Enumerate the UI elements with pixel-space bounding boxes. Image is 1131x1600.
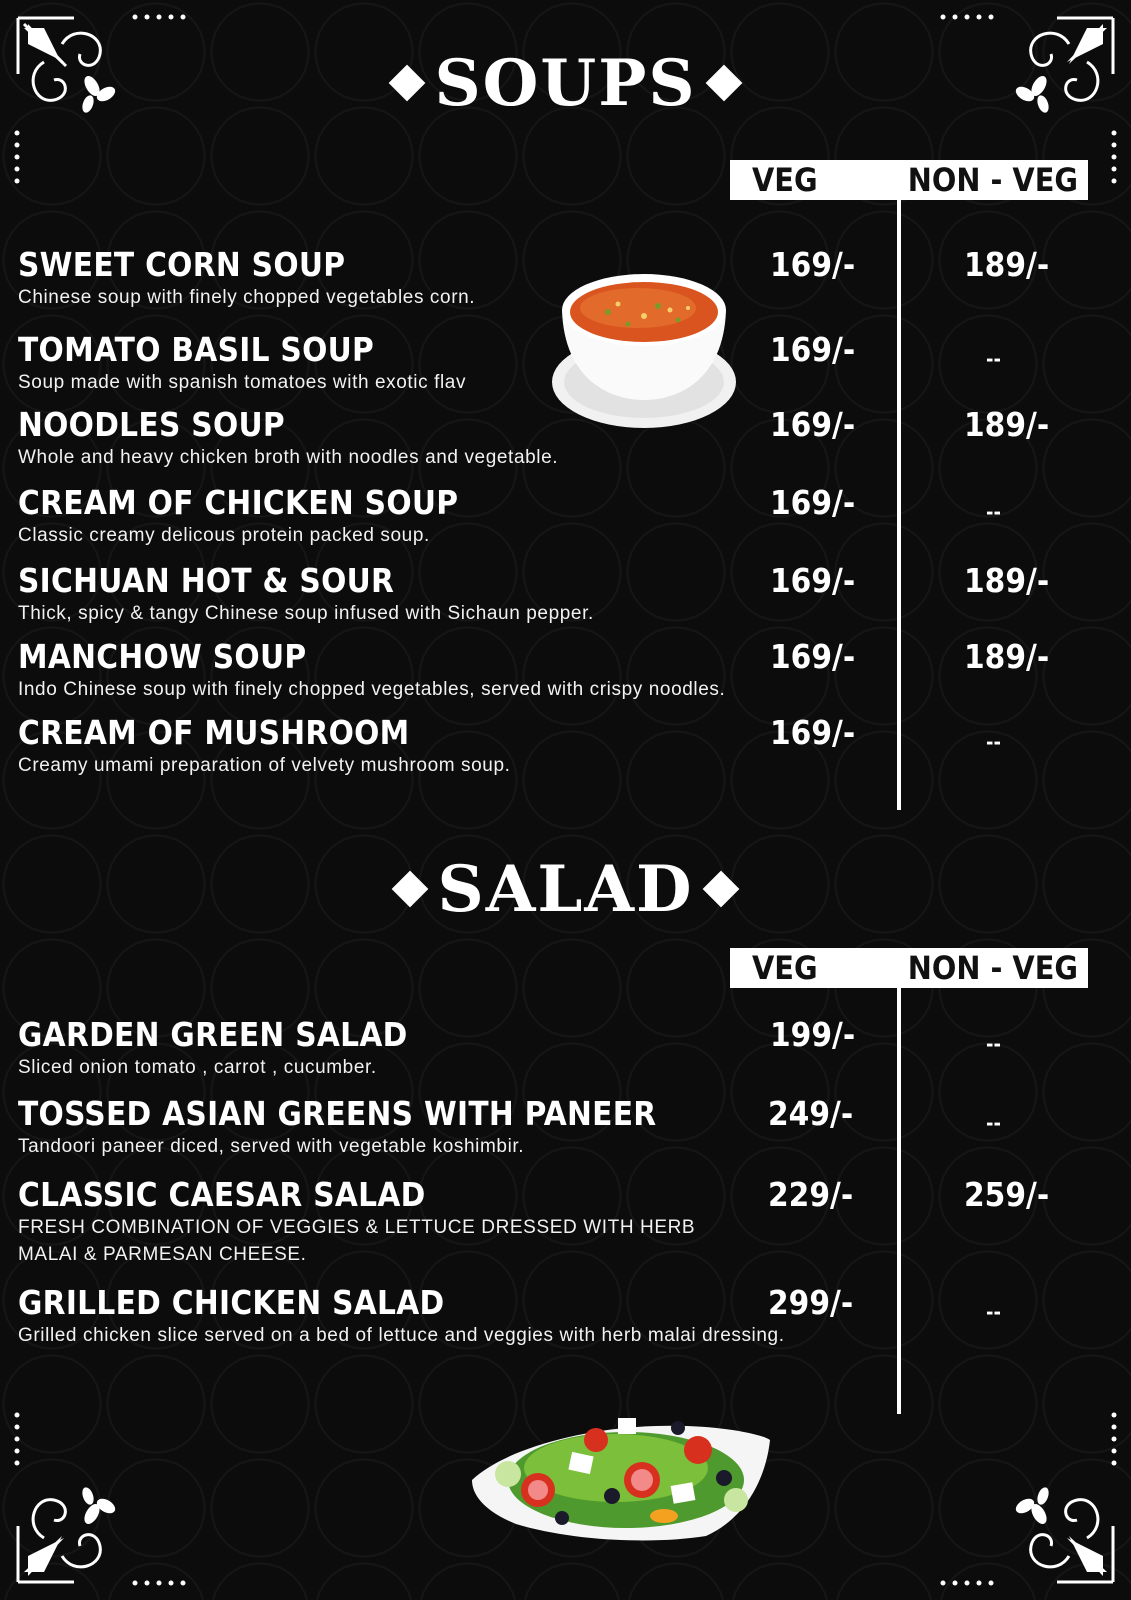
salad-heading	[0, 852, 1131, 927]
item-name: SWEET CORN SOUP	[18, 245, 346, 284]
item-description: Whole and heavy chicken broth with noodles and vegetable.	[18, 447, 559, 468]
item-description: Soup made with spanish tomatoes with exotic flav	[18, 372, 467, 393]
veg-price: 169/-	[770, 637, 856, 676]
column-divider	[897, 988, 901, 1414]
item-description: Classic creamy delicous protein packed soup.	[18, 525, 430, 546]
item-name: TOMATO BASIL SOUP	[18, 330, 375, 369]
item-name: CREAM OF MUSHROOM	[18, 713, 410, 752]
border-dots	[14, 130, 20, 190]
veg-price: 249/-	[768, 1094, 854, 1133]
nonveg-price: --	[986, 1111, 1001, 1135]
veg-price: 169/-	[770, 245, 856, 284]
item-description: Thick, spicy & tangy Chinese soup infused with Sichaun pepper.	[18, 603, 594, 624]
border-dots	[1111, 130, 1117, 190]
nonveg-price: 189/-	[964, 561, 1050, 600]
item-name: MANCHOW SOUP	[18, 637, 307, 676]
border-dots	[132, 14, 192, 20]
salad-plate-image	[466, 1388, 776, 1548]
nonveg-price: 259/-	[964, 1175, 1050, 1214]
menu-item	[18, 1284, 785, 1349]
diamond-icon	[389, 64, 426, 101]
nonveg-price: 189/-	[964, 245, 1050, 284]
item-name: GRILLED CHICKEN SALAD	[18, 1283, 445, 1322]
menu-item	[18, 638, 725, 703]
nonveg-column-label: NON - VEG	[907, 161, 1078, 199]
menu-item	[18, 331, 466, 396]
border-dots	[940, 1580, 1000, 1586]
item-description: Indo Chinese soup with finely chopped vegetables, served with crispy noodles.	[18, 679, 726, 700]
veg-price: 169/-	[770, 483, 856, 522]
border-dots	[132, 1580, 192, 1586]
soups-heading	[0, 46, 1131, 121]
item-description: Chinese soup with finely chopped vegetables corn.	[18, 287, 476, 308]
border-dots	[14, 1412, 20, 1472]
corner-ornament-icon	[14, 1476, 124, 1586]
veg-price: 169/-	[770, 561, 856, 600]
border-dots	[940, 14, 1000, 20]
soups-title: SOUPS	[434, 46, 697, 121]
item-name: GARDEN GREEN SALAD	[18, 1015, 408, 1054]
item-description: Sliced onion tomato , carrot , cucumber.	[18, 1057, 377, 1078]
nonveg-price: 189/-	[964, 405, 1050, 444]
item-name: TOSSED ASIAN GREENS WITH PANEER	[18, 1094, 657, 1133]
item-description: Tandoori paneer diced, served with vegetable koshimbir.	[18, 1136, 525, 1157]
menu-item	[18, 562, 594, 627]
column-divider	[897, 200, 901, 810]
veg-price: 299/-	[768, 1283, 854, 1322]
nonveg-column-label: NON - VEG	[907, 949, 1078, 987]
menu-item	[18, 714, 511, 779]
menu-item	[18, 1176, 695, 1268]
corner-ornament-icon	[1007, 1476, 1117, 1586]
salad-column-header	[730, 948, 1088, 988]
salad-title: SALAD	[437, 852, 694, 927]
menu-item	[18, 406, 558, 471]
border-dots	[1111, 1412, 1117, 1472]
menu-item	[18, 484, 458, 549]
nonveg-price: --	[986, 730, 1001, 754]
diamond-icon	[702, 870, 739, 907]
veg-column-label: VEG	[752, 949, 818, 987]
item-name: CREAM OF CHICKEN SOUP	[18, 483, 459, 522]
soups-column-header	[730, 160, 1088, 200]
veg-price: 199/-	[770, 1015, 856, 1054]
nonveg-price: --	[986, 347, 1001, 371]
item-description-line2: MALAI & PARMESAN CHEESE.	[18, 1244, 307, 1265]
menu-item	[18, 1016, 408, 1081]
nonveg-price: --	[986, 1300, 1001, 1324]
veg-price: 229/-	[768, 1175, 854, 1214]
menu-item	[18, 1095, 656, 1160]
diamond-icon	[705, 64, 742, 101]
nonveg-price: --	[986, 1032, 1001, 1056]
item-description: Grilled chicken slice served on a bed of lettuce and veggies with herb malai dressing.	[18, 1325, 785, 1346]
nonveg-price: 189/-	[964, 637, 1050, 676]
item-name: SICHUAN HOT & SOUR	[18, 561, 395, 600]
item-name: NOODLES SOUP	[18, 405, 285, 444]
item-description: Creamy umami preparation of velvety mushroom soup.	[18, 755, 511, 776]
item-name: CLASSIC CAESAR SALAD	[18, 1175, 426, 1214]
veg-column-label: VEG	[752, 161, 818, 199]
diamond-icon	[392, 870, 429, 907]
nonveg-price: --	[986, 500, 1001, 524]
veg-price: 169/-	[770, 713, 856, 752]
menu-item	[18, 246, 475, 311]
veg-price: 169/-	[770, 405, 856, 444]
item-description: FRESH COMBINATION OF VEGGIES & LETTUCE DRESSED WITH HERB	[18, 1217, 696, 1238]
veg-price: 169/-	[770, 330, 856, 369]
soup-bowl-image	[548, 268, 738, 432]
